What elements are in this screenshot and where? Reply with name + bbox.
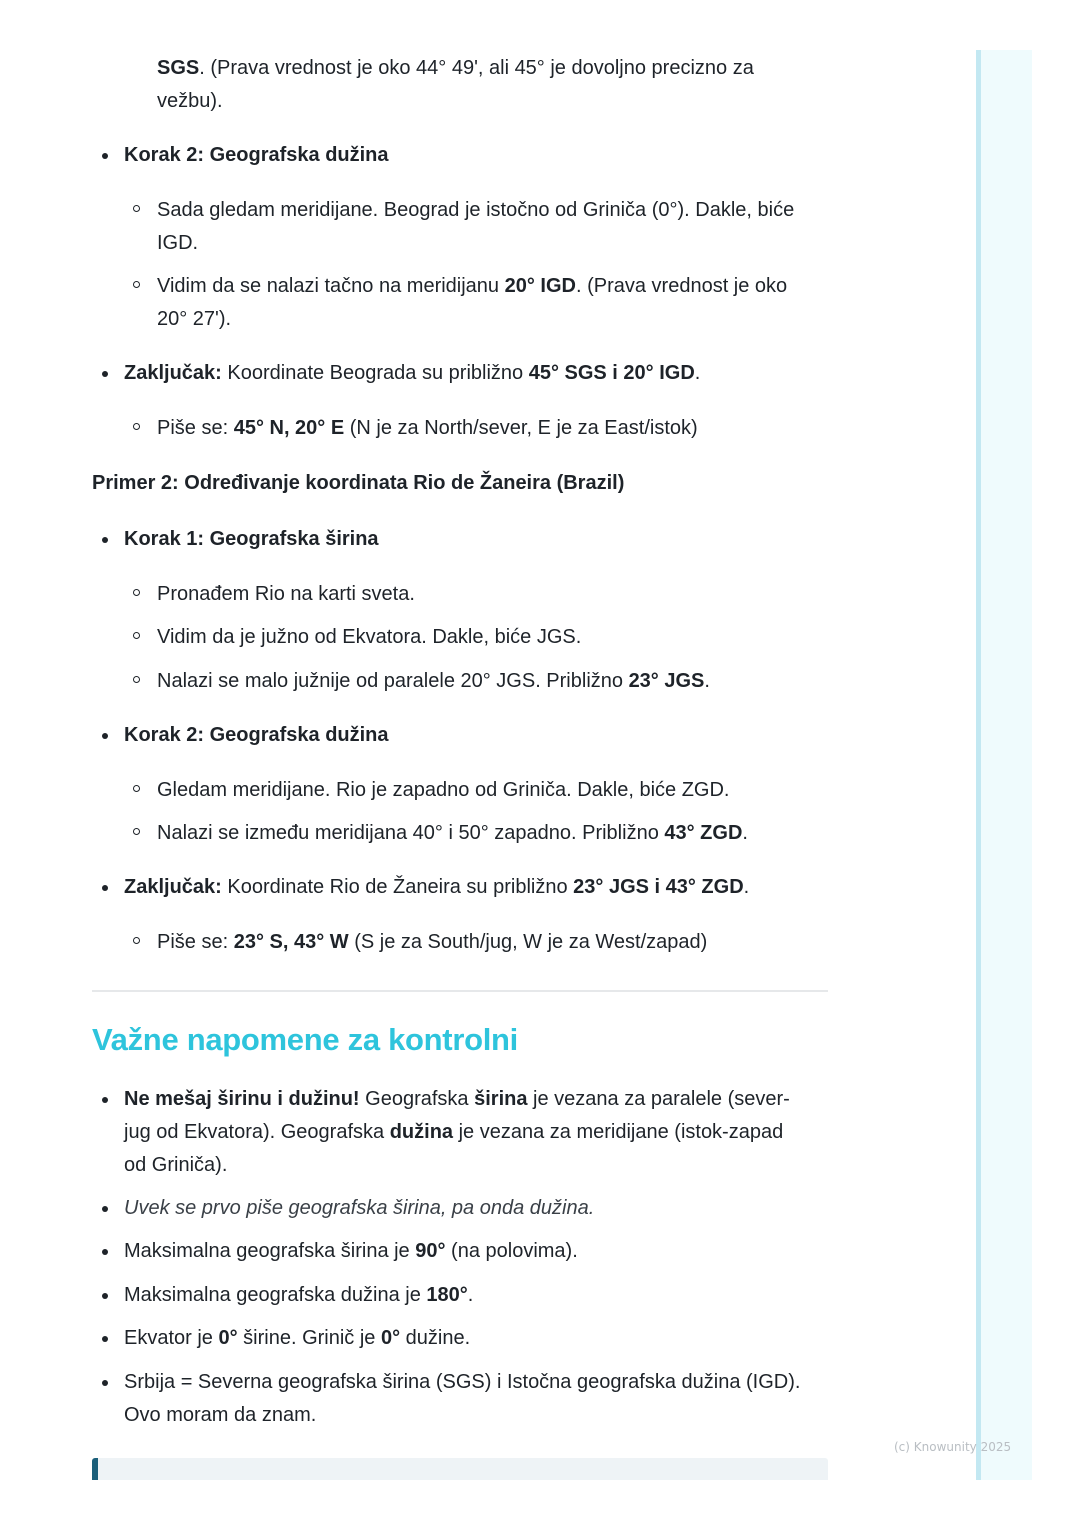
list-item-continued: IGD. — [157, 232, 199, 254]
intro-text: SGS. (Prava vrednost je oko 44° 49', ali 45° je dovoljno precizno za — [157, 57, 754, 79]
bullet-dot — [102, 371, 108, 377]
right-margin-panel — [976, 50, 1032, 1480]
example-title: Primer 2: Određivanje koordinata Rio de Žaneira (Brazil) — [92, 472, 625, 494]
bullet-dot — [102, 885, 108, 891]
conclusion: Zaključak: Koordinate Rio de Žaneira su približno 23° JGS i 43° ZGD. — [124, 876, 750, 898]
conclusion: Zaključak: Koordinate Beograda su približno 45° SGS i 20° IGD. — [124, 362, 701, 384]
note-item: Maksimalna geografska širina je 90° (na polovima). — [124, 1240, 578, 1262]
watermark: (c) Knowunity 2025 — [894, 1440, 1012, 1454]
callout-box — [92, 1458, 828, 1480]
bullet-dot — [102, 1097, 108, 1103]
note-item-continued: Ovo moram da znam. — [124, 1404, 317, 1426]
sub-bullet-ring — [133, 205, 140, 212]
sub-bullet-ring — [133, 632, 140, 639]
sub-bullet-ring — [133, 785, 140, 792]
section-heading: Važne napomene za kontrolni — [92, 1022, 518, 1057]
sub-bullet-ring — [133, 828, 140, 835]
sub-bullet-ring — [133, 937, 140, 944]
list-item: Piše se: 23° S, 43° W (S je za South/jug, W je za West/zapad) — [157, 931, 708, 953]
list-item: Vidim da je južno od Ekvatora. Dakle, biće JGS. — [157, 626, 582, 648]
list-item: Sada gledam meridijane. Beograd je istočno od Griniča (0°). Dakle, biće — [157, 199, 795, 221]
list-item: Nalazi se između meridijana 40° i 50° zapadno. Približno 43° ZGD. — [157, 822, 748, 844]
note-item: Srbija = Severna geografska širina (SGS) i Istočna geografska dužina (IGD). — [124, 1371, 801, 1393]
sub-bullet-ring — [133, 589, 140, 596]
step-title: Korak 2: Geografska dužina — [124, 724, 389, 746]
sub-bullet-ring — [133, 676, 140, 683]
list-item: Piše se: 45° N, 20° E (N je za North/sever, E je za East/istok) — [157, 417, 698, 439]
step-title: Korak 2: Geografska dužina — [124, 144, 389, 166]
bullet-dot — [102, 537, 108, 543]
bullet-dot — [102, 733, 108, 739]
note-item: Ne mešaj širinu i dužinu! Geografska širina je vezana za paralele (sever- — [124, 1088, 790, 1110]
list-item-continued: 20° 27'). — [157, 308, 232, 330]
list-item: Vidim da se nalazi tačno na meridijanu 20° IGD. (Prava vrednost je oko — [157, 275, 788, 297]
intro-text-line2: vežbu). — [157, 90, 223, 112]
note-item: Uvek se prvo piše geografska širina, pa onda dužina. — [124, 1197, 595, 1219]
step-title: Korak 1: Geografska širina — [124, 528, 379, 550]
sub-bullet-ring — [133, 423, 140, 430]
note-item: Maksimalna geografska dužina je 180°. — [124, 1284, 474, 1306]
note-item-continued: od Griniča). — [124, 1154, 228, 1176]
sub-bullet-ring — [133, 281, 140, 288]
bullet-dot — [102, 1336, 108, 1342]
list-item: Pronađem Rio na karti sveta. — [157, 583, 415, 605]
note-item-continued: jug od Ekvatora). Geografska dužina je vezana za meridijane (istok-zapad — [124, 1121, 784, 1143]
note-item: Ekvator je 0° širine. Grinič je 0° dužine. — [124, 1327, 471, 1349]
list-item: Gledam meridijane. Rio je zapadno od Griniča. Dakle, biće ZGD. — [157, 779, 730, 801]
bullet-dot — [102, 1380, 108, 1386]
bullet-dot — [102, 1206, 108, 1212]
bullet-dot — [102, 1293, 108, 1299]
section-divider — [92, 990, 828, 992]
list-item: Nalazi se malo južnije od paralele 20° JGS. Približno 23° JGS. — [157, 670, 710, 692]
bullet-dot — [102, 1249, 108, 1255]
bullet-dot — [102, 153, 108, 159]
